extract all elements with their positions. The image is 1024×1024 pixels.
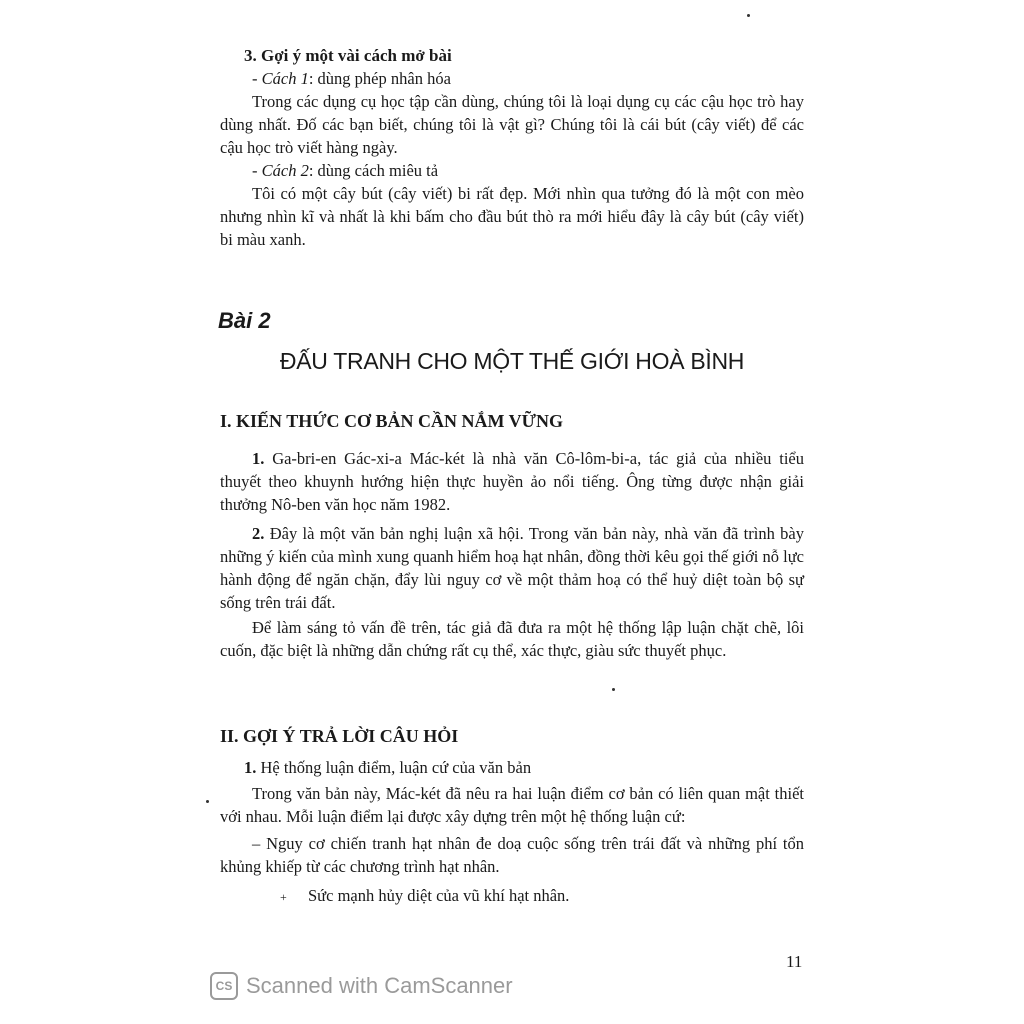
section-1-heading: I. KIẾN THỨC CƠ BẢN CẦN NẮM VỮNG	[220, 411, 564, 431]
paragraph-1-number: 1.	[252, 449, 265, 468]
question-1-text: Hệ thống luận điểm, luận cứ của văn bản	[256, 758, 532, 777]
section-1-paragraph-1	[220, 447, 804, 516]
plus-item-text: Sức mạnh hủy diệt của vũ khí hạt nhân.	[308, 886, 570, 905]
section-2-heading: II. GỢI Ý TRẢ LỜI CÂU HỎI	[220, 726, 459, 746]
plus-list-item	[220, 884, 804, 909]
method-2-label: Cách 2	[261, 161, 309, 180]
question-1-paragraph: Trong văn bản này, Mác-két đã nêu ra hai luận điểm cơ bản có liên quan mật thiết với nhau. Mỗi luận điểm lại được xây dựng trên một hệ thống luận cứ:	[220, 784, 804, 826]
section-2-body	[220, 756, 804, 909]
method-2-paragraph: Tôi có một cây bút (cây viết) bi rất đẹp. Mới nhìn qua tưởng đó là một con mèo nhưng nhìn kĩ và nhất là khi bấm cho đầu bút thò ra mới hiểu đây là cây bút (cây viết) bi màu xanh.	[220, 184, 804, 249]
method-1-paragraph: Trong các dụng cụ học tập cần dùng, chúng tôi là loại dụng cụ các cậu học trò hay dùng nhất. Đố các bạn biết, chúng tôi là vật gì? Chúng tôi là cái bút (cây viết) để các cậu học trò viết hàng ngày.	[220, 92, 804, 157]
plus-marker: +	[280, 889, 287, 904]
section-1-paragraph-2	[220, 522, 804, 614]
page-number: 11	[786, 952, 803, 971]
question-1-number: 1.	[244, 758, 257, 777]
section-1-paragraph-3: Để làm sáng tỏ vấn đề trên, tác giả đã đưa ra một hệ thống lập luận chặt chẽ, lôi cuốn, đặc biệt là những dẫn chứng rất cụ thể, xác thực, giàu sức thuyết phục.	[220, 618, 804, 660]
camscanner-watermark	[210, 970, 513, 1002]
method-2-line: - Cách 2: dùng cách miêu tả	[252, 161, 439, 180]
lesson-title: ĐẤU TRANH CHO MỘT THẾ GIỚI HOÀ BÌNH	[279, 348, 745, 374]
dash-list-item: – Nguy cơ chiến tranh hạt nhân đe doạ cuộc sống trên trái đất và những phí tổn khủng khiếp từ các chương trình hạt nhân.	[220, 834, 804, 876]
scan-speck	[206, 800, 209, 803]
scan-speck	[612, 688, 615, 691]
question-1-line	[220, 756, 804, 779]
method-2-description: : dùng cách miêu tả	[308, 161, 439, 180]
lesson-label: Bài 2	[218, 308, 271, 333]
intro-suggestions-block	[220, 44, 804, 251]
suggestion-heading: 3. Gợi ý một vài cách mở bài	[244, 46, 452, 65]
watermark-text: Scanned with CamScanner	[246, 973, 513, 998]
camscanner-logo-icon: CS	[210, 972, 238, 1000]
method-1-description: : dùng phép nhân hóa	[308, 69, 451, 88]
scan-speck	[747, 14, 750, 17]
paragraph-1-text: Ga-bri-en Gác-xi-a Mác-két là nhà văn Cô-lôm-bi-a, tác giả của nhiều tiểu thuyết theo khuynh hướng hiện thực huyền ảo nổi tiếng. Ông từng được nhận giải thưởng Nô-ben văn học năm 1982.	[220, 449, 804, 514]
method-1-label: Cách 1	[261, 69, 309, 88]
method-1-line: - Cách 1: dùng phép nhân hóa	[252, 69, 451, 88]
paragraph-2-text: Đây là một văn bản nghị luận xã hội. Trong văn bản này, nhà văn đã trình bày những ý kiến của mình xung quanh hiểm hoạ hạt nhân, đồng thời kêu gọi thế giới nỗ lực hành động để ngăn chặn, đẩy lùi nguy cơ về một thảm hoạ có thể huỷ diệt toàn bộ sự sống trên trái đất.	[220, 524, 804, 612]
paragraph-2-number: 2.	[252, 524, 265, 543]
section-1-body	[220, 447, 804, 662]
